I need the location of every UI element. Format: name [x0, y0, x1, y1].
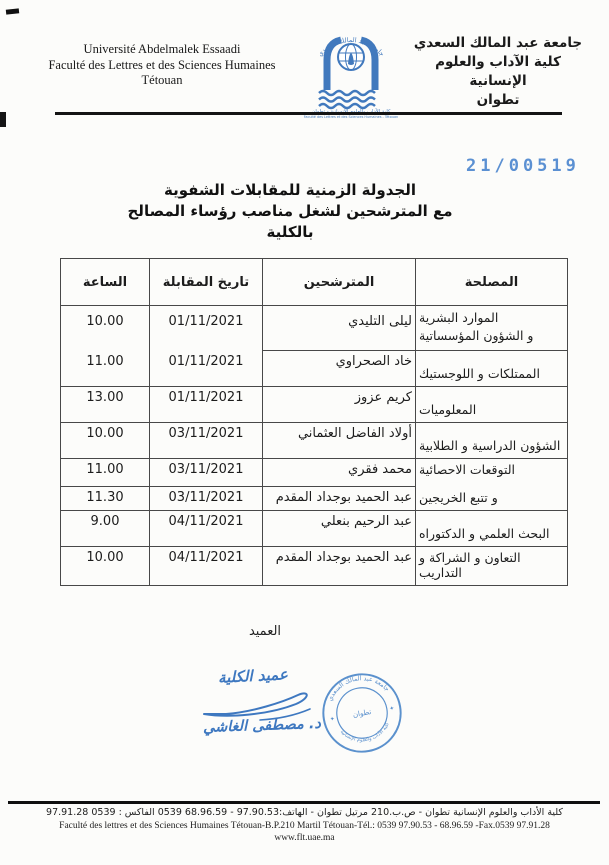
seal-top-text: جامعة عبد المالك السعدي — [326, 675, 391, 703]
table-row — [61, 387, 568, 423]
footer-website: www.flt.uae.ma — [274, 833, 335, 843]
date-cell: 03/11/2021 — [150, 487, 263, 511]
candidate-cell: أولاد الفاضل العثماني — [263, 423, 416, 459]
table-row — [61, 511, 568, 547]
candidate-cell: عبد الحميد بوجداد المقدم — [263, 487, 416, 511]
official-round-stamp-icon — [313, 664, 410, 761]
svg-text:✦: ✦ — [329, 716, 336, 724]
column-header-date: تاريخ المقابلة — [150, 259, 263, 306]
institution-name-arabic — [412, 34, 584, 110]
scan-artifact-top-left — [6, 8, 19, 14]
university-name-fr: Université Abdelmalek Essaadi — [83, 42, 241, 56]
table-row — [61, 306, 568, 351]
time-cell: 10.00 — [61, 547, 150, 586]
title-line-2: مع المترشحين لشغل مناصب رؤساء المصالح بالكلية — [127, 202, 453, 241]
document-title — [120, 180, 460, 243]
logo-caption-french: Faculté des Lettres et des Sciences Humaines - Tétouan — [303, 115, 399, 119]
logo-wave-3 — [319, 104, 375, 108]
seal-center-text: تطوان — [351, 706, 373, 720]
dean-title-label: العميد — [248, 624, 282, 639]
candidate-cell: عبد الحميد بوجداد المقدم — [263, 547, 416, 586]
candidate-cell: كريم عزوز — [263, 387, 416, 423]
faculty-name-fr: Faculté des Lettres et des Sciences Humaines — [48, 57, 276, 72]
candidate-cell: عبد الرحيم بنعلي — [263, 511, 416, 547]
handwritten-dean-name: د. مصطفى الغاشي — [202, 715, 322, 737]
footer-divider-rule — [8, 801, 600, 804]
table-row — [61, 351, 568, 387]
handwritten-dean-title: عميد الكلية — [217, 665, 289, 687]
header-divider-rule — [55, 112, 562, 115]
time-cell: 11.30 — [61, 487, 150, 511]
candidate-cell: محمد فقري — [263, 459, 416, 487]
candidate-cell: ليلى التليدي — [263, 306, 416, 351]
service-cell: المعلوميات — [416, 387, 568, 423]
date-cell: 04/11/2021 — [150, 511, 263, 547]
date-cell: 04/11/2021 — [150, 547, 263, 586]
interview-schedule-table — [60, 258, 568, 586]
table-row — [61, 459, 568, 487]
university-name-ar: جامعة عبد المالك السعدي — [413, 35, 583, 51]
table-row — [61, 423, 568, 459]
table-header-row — [61, 259, 568, 306]
date-cell: 01/11/2021 — [150, 387, 263, 423]
time-cell: 9.00 — [61, 511, 150, 547]
column-header-time: الساعة — [61, 259, 150, 306]
service-cell: التعاون و الشراكة و التداريب — [416, 547, 568, 586]
candidate-cell: خاد الصحراوي — [263, 351, 416, 387]
table-row — [61, 547, 568, 586]
column-header-service: المصلحة — [416, 259, 568, 306]
time-cell: 11.00 — [61, 351, 150, 387]
seal-bottom-text: كلية الآداب والعلوم الإنسانية — [338, 721, 391, 744]
date-cell: 03/11/2021 — [150, 459, 263, 487]
date-cell: 03/11/2021 — [150, 423, 263, 459]
service-cell: الشؤون الدراسية و الطلابية — [416, 423, 568, 459]
column-header-candidate: المترشحين — [263, 259, 416, 306]
scan-artifact-left-edge — [0, 112, 6, 127]
university-logo-icon — [299, 27, 403, 119]
svg-text:✦: ✦ — [389, 705, 395, 713]
footer — [0, 807, 609, 844]
time-cell: 13.00 — [61, 387, 150, 423]
time-cell: 10.00 — [61, 306, 150, 351]
service-cell: الممتلكات و اللوجستيك — [416, 351, 568, 387]
logo-arch-right — [361, 40, 375, 90]
footer-address-arabic: كلية الأداب والعلوم الإنسانية تطوان - ص.ب.210 مرتيل تطوان - الهاتف:97.90.53 - 68.96.59 0539 الفاكس : 0539 97.91.28 — [46, 807, 563, 818]
service-cell-merged: التوقعات الاحصائية و تتبع الخريجين — [416, 459, 568, 511]
city-name-ar: تطوان — [476, 92, 520, 108]
date-cell: 01/11/2021 — [150, 306, 263, 351]
logo-arch-left — [327, 40, 341, 90]
time-cell: 10.00 — [61, 423, 150, 459]
logo-wave-1 — [319, 91, 375, 95]
service-cell: الموارد البشرية و الشؤون المؤسساتية — [416, 306, 568, 351]
institution-name-french — [22, 42, 302, 89]
title-line-1: الجدولة الزمنية للمقابلات الشفوية — [163, 181, 416, 199]
service-cell: البحث العلمي و الدكتوراه — [416, 511, 568, 547]
registry-stamp-number: 21/00519 — [466, 156, 580, 176]
time-cell: 11.00 — [61, 459, 150, 487]
footer-address-french: Faculté des lettres et des Sciences Humaines Tétouan-B.P.210 Martil Tétouan-Tél.: 0539 97.90.53 - 68.96.59 -Fax.0539 97.91.28 — [59, 821, 550, 831]
logo-arc-text: جامعة عبد المالك السعدي — [315, 36, 387, 59]
city-name-fr: Tétouan — [141, 73, 183, 87]
date-cell: 01/11/2021 — [150, 351, 263, 387]
faculty-name-ar: كلية الآداب والعلوم الإنسانية — [435, 54, 561, 89]
logo-wave-2 — [319, 98, 375, 102]
